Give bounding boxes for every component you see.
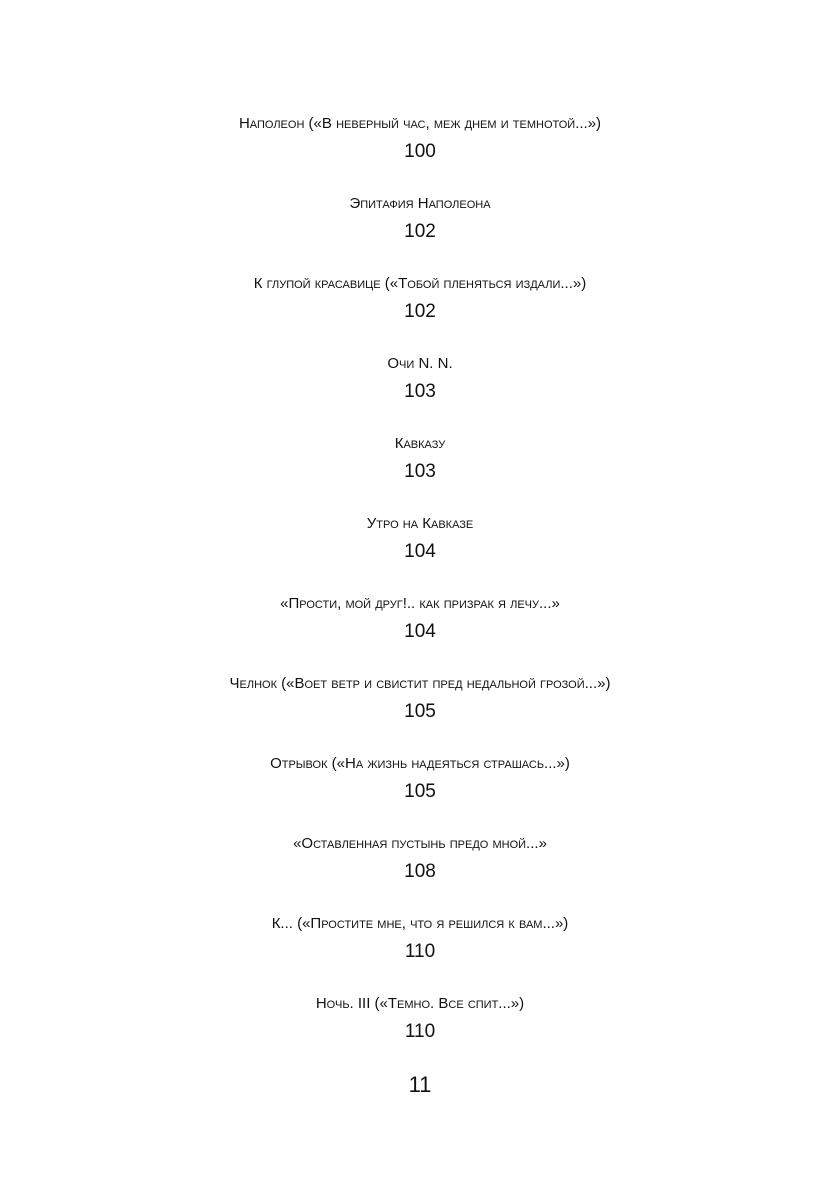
toc-entry — [0, 914, 840, 994]
toc-entry-title: Очи N. N. — [387, 355, 453, 372]
toc-entry-page: 110 — [404, 941, 436, 962]
toc-entry — [0, 354, 840, 434]
toc-entry-title: Ночь. III («Темно. Все спит...») — [315, 995, 525, 1012]
toc-entry-page: 103 — [404, 461, 436, 482]
toc-entry-page: 108 — [404, 861, 436, 882]
toc-entry — [0, 834, 840, 914]
toc-entry-page: 105 — [404, 701, 436, 722]
toc-entry — [0, 194, 840, 274]
toc-entry-title: «Оставленная пустынь предо мной...» — [293, 835, 547, 852]
toc-entry — [0, 594, 840, 674]
toc-entry-page: 104 — [404, 621, 436, 642]
toc-entry — [0, 274, 840, 354]
toc-entry-page: 102 — [404, 301, 436, 322]
toc-entry-title: К глупой красавице («Тобой пленяться издали...») — [253, 275, 587, 292]
toc-entry-page: 104 — [404, 541, 436, 562]
toc-entry-title: Наполеон («В неверный час, меж днем и темнотой...») — [238, 115, 602, 132]
toc-entry-title: Утро на Кавказе — [366, 515, 474, 532]
page-number: 11 — [408, 1072, 432, 1097]
toc-entry-page: 100 — [404, 141, 436, 162]
toc-entry — [0, 754, 840, 834]
toc-entry-title: К... («Простите мне, что я решился к вам...») — [271, 915, 569, 932]
toc-entry-page: 110 — [404, 1021, 436, 1042]
toc-entry — [0, 994, 840, 1074]
toc-entry — [0, 514, 840, 594]
toc-entry-title: Эпитафия Наполеона — [349, 195, 491, 212]
toc-entry-title: Кавказу — [394, 435, 446, 452]
toc-entry-page: 103 — [404, 381, 436, 402]
toc-entry-title: Отрывок («На жизнь надеяться страшась...») — [270, 755, 570, 772]
table-of-contents — [0, 114, 840, 1074]
toc-entry — [0, 434, 840, 514]
toc-entry-page: 102 — [404, 221, 436, 242]
toc-entry-page: 105 — [404, 781, 436, 802]
toc-entry — [0, 114, 840, 194]
toc-entry-title: «Прости, мой друг!.. как призрак я лечу...» — [280, 595, 560, 612]
toc-entry-title: Челнок («Воет ветр и свистит пред недальной грозой...») — [229, 675, 611, 692]
toc-entry — [0, 674, 840, 754]
